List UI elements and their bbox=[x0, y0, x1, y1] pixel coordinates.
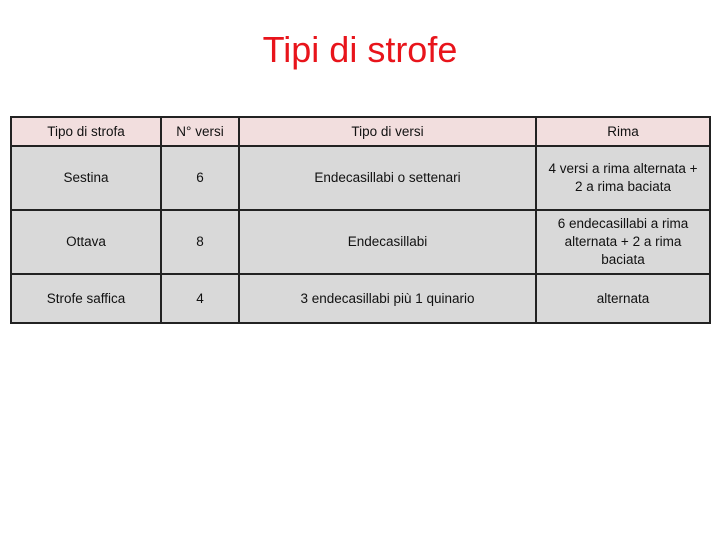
cell-tipo-di-strofa: Sestina bbox=[11, 146, 161, 210]
header-tipo-di-versi: Tipo di versi bbox=[239, 117, 536, 146]
table-header-row bbox=[11, 117, 710, 146]
cell-numero-versi: 6 bbox=[161, 146, 239, 210]
cell-rima: alternata bbox=[536, 274, 710, 323]
table-row bbox=[11, 274, 710, 323]
strofe-table bbox=[10, 116, 711, 324]
cell-tipo-di-versi: Endecasillabi o settenari bbox=[239, 146, 536, 210]
cell-numero-versi: 8 bbox=[161, 210, 239, 274]
cell-tipo-di-versi: 3 endecasillabi più 1 quinario bbox=[239, 274, 536, 323]
header-numero-versi: N° versi bbox=[161, 117, 239, 146]
slide-title: Tipi di strofe bbox=[262, 29, 458, 70]
cell-tipo-di-strofa: Strofe saffica bbox=[11, 274, 161, 323]
cell-rima: 6 endecasillabi a rima alternata + 2 a rima baciata bbox=[536, 210, 710, 274]
table-row bbox=[11, 146, 710, 210]
cell-numero-versi: 4 bbox=[161, 274, 239, 323]
cell-tipo-di-strofa: Ottava bbox=[11, 210, 161, 274]
header-tipo-di-strofa: Tipo di strofa bbox=[11, 117, 161, 146]
header-rima: Rima bbox=[536, 117, 710, 146]
cell-rima: 4 versi a rima alternata + 2 a rima baciata bbox=[536, 146, 710, 210]
table-row bbox=[11, 210, 710, 274]
cell-tipo-di-versi: Endecasillabi bbox=[239, 210, 536, 274]
